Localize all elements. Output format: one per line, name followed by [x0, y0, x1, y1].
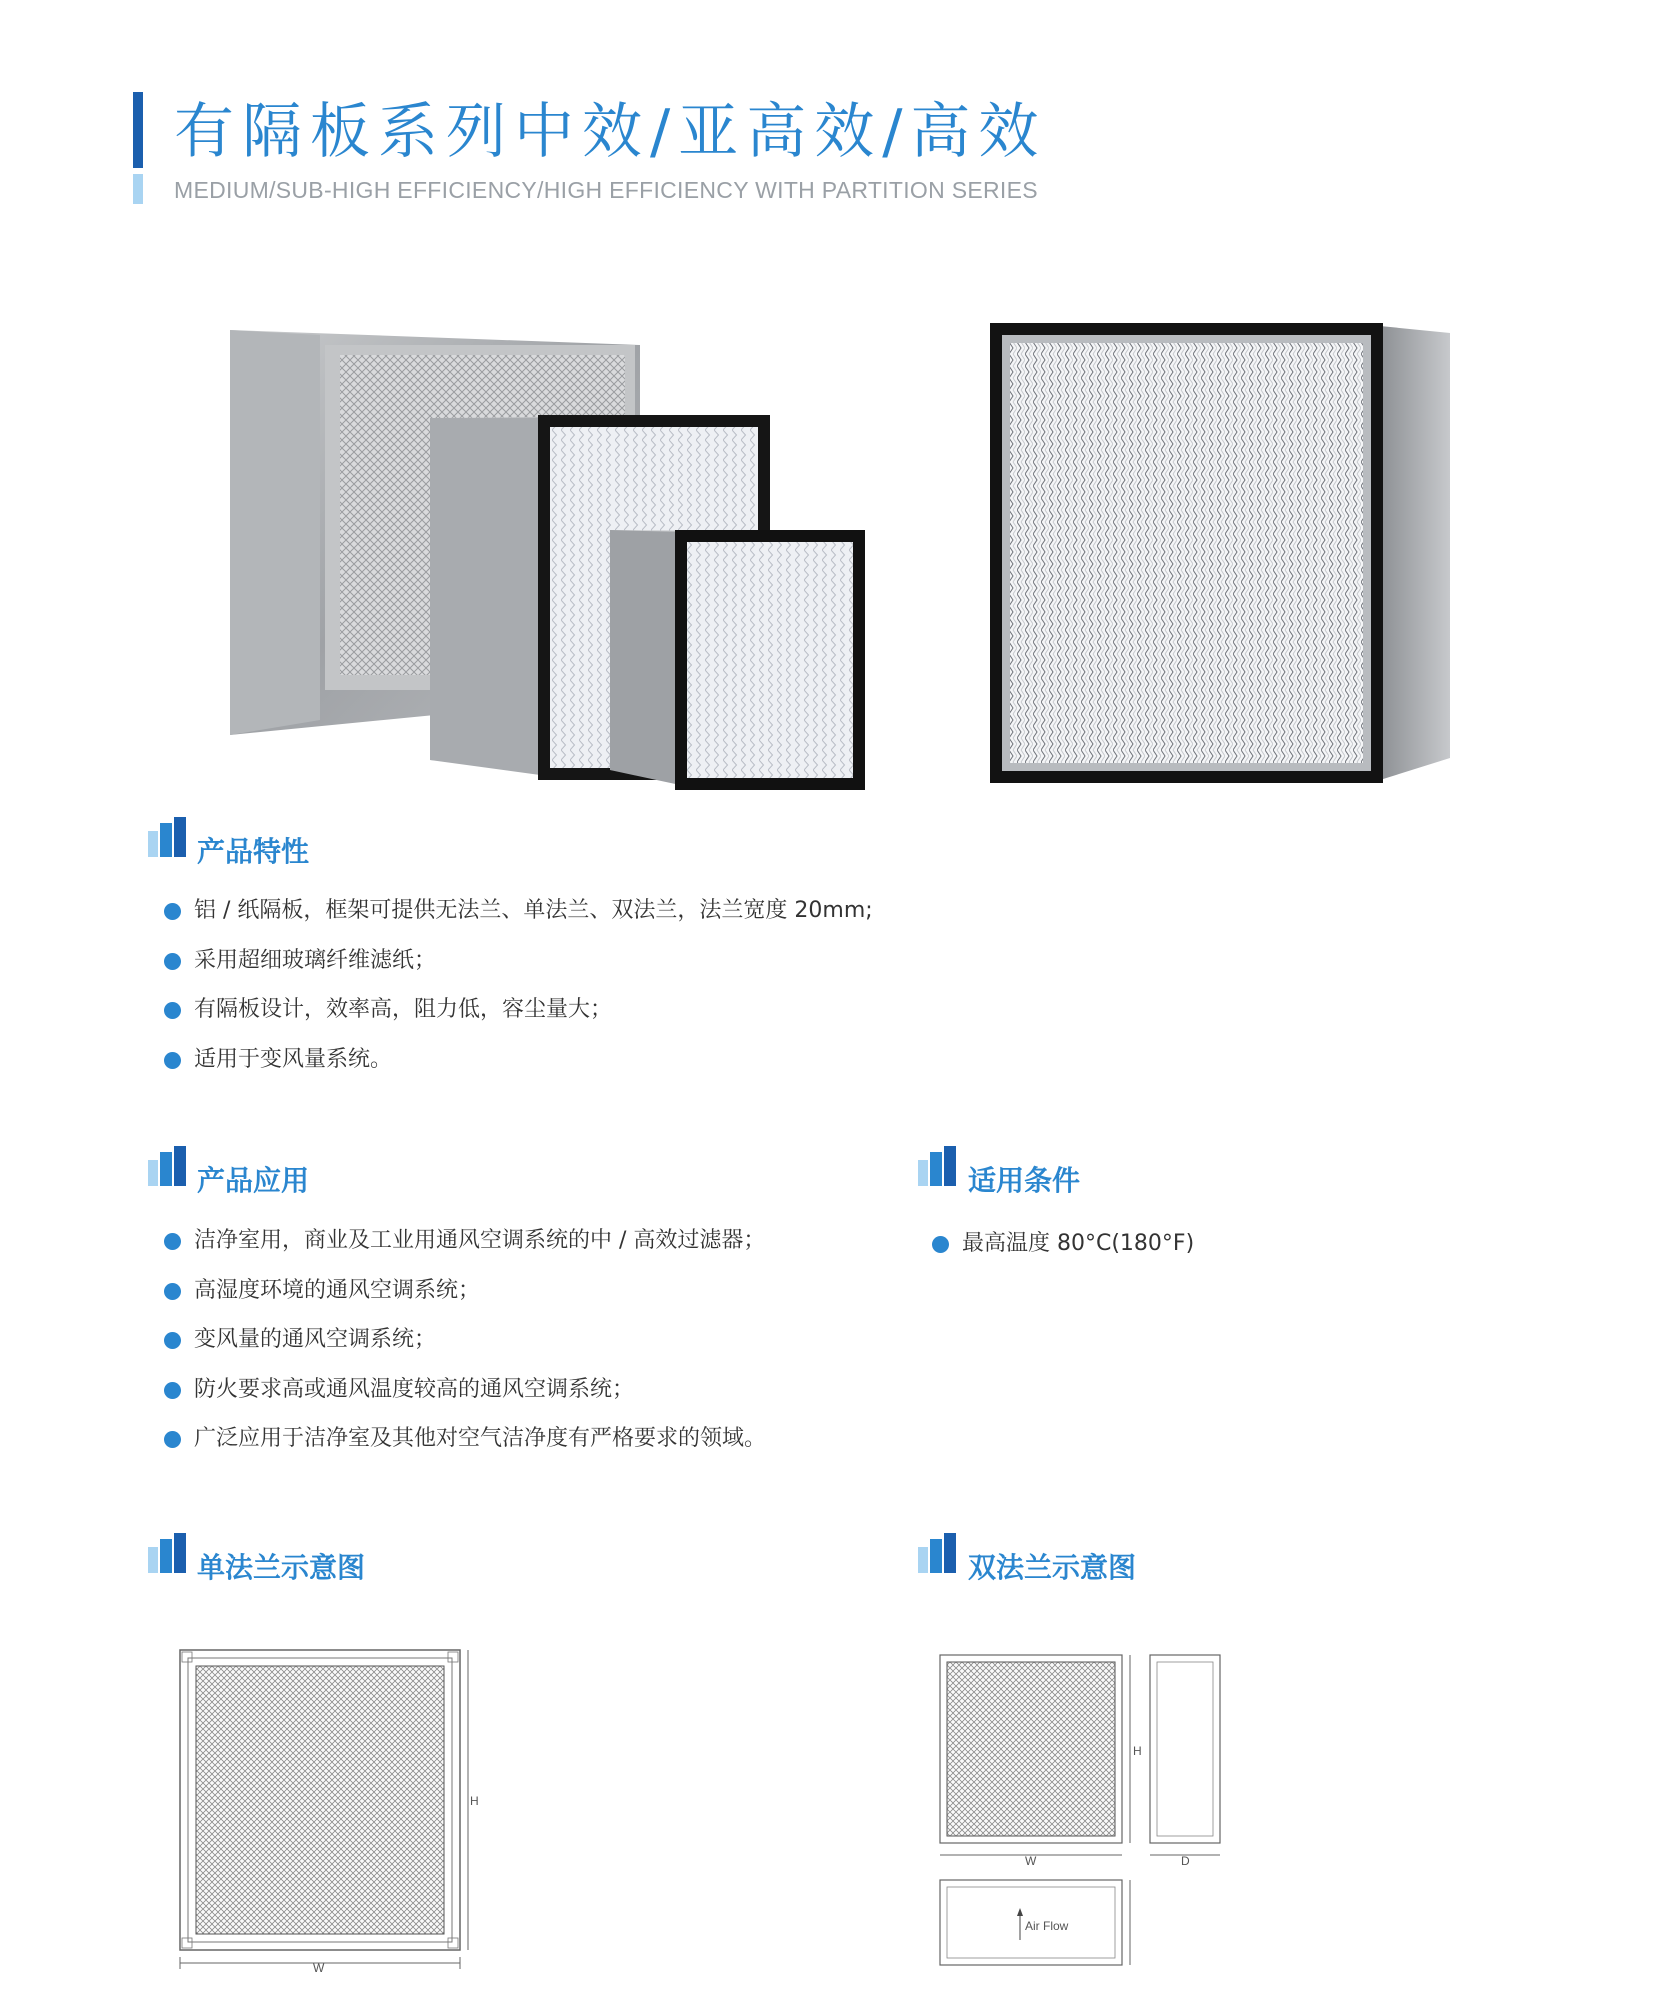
list-item: 洁净室用，商业及工业用通风空调系统的中 / 高效过滤器；	[164, 1226, 766, 1276]
dot-icon	[164, 953, 181, 970]
dot-icon	[164, 1283, 181, 1300]
dot-icon	[164, 1332, 181, 1349]
dimension-depth-label: D	[1181, 1854, 1190, 1868]
bar-chart-icon	[918, 1533, 956, 1573]
dimension-height-label: H	[470, 1794, 479, 1808]
page-title: 有隔板系列中效/亚高效/高效	[174, 97, 1047, 167]
dot-icon	[164, 1002, 181, 1019]
dot-icon	[164, 1382, 181, 1399]
list-item: 高湿度环境的通风空调系统；	[164, 1276, 766, 1326]
list-item: 适用于变风量系统。	[164, 1045, 873, 1095]
dot-icon	[164, 903, 181, 920]
title-accent-bar	[133, 92, 143, 168]
list-item: 变风量的通风空调系统；	[164, 1325, 766, 1375]
arrow-up-icon	[1017, 1908, 1023, 1916]
list-item: 防火要求高或通风温度较高的通风空调系统；	[164, 1375, 766, 1425]
title-accent-bar-light	[133, 174, 143, 204]
double-flange-diagram	[935, 1650, 1235, 1975]
dot-icon	[164, 1233, 181, 1250]
dimension-height-label: H	[1133, 1744, 1142, 1758]
bar-chart-icon	[148, 1533, 186, 1573]
airflow-label: Air Flow	[1025, 1919, 1069, 1933]
list-item: 有隔板设计，效率高，阻力低，容尘量大；	[164, 995, 873, 1045]
list-item: 采用超细玻璃纤维滤纸；	[164, 946, 873, 996]
conditions-list	[932, 1229, 1194, 1279]
bar-chart-icon	[918, 1146, 956, 1186]
dot-icon	[164, 1431, 181, 1448]
features-list	[164, 896, 873, 1094]
section-title-applications: 产品应用	[197, 1164, 310, 1197]
list-item: 广泛应用于洁净室及其他对空气洁净度有严格要求的领域。	[164, 1424, 766, 1474]
section-title-features: 产品特性	[197, 835, 310, 868]
applications-list	[164, 1226, 766, 1474]
product-image-hepa-filter	[985, 318, 1455, 788]
single-flange-diagram	[170, 1645, 479, 1975]
section-title-conditions: 适用条件	[968, 1164, 1081, 1197]
bar-chart-icon	[148, 1146, 186, 1186]
product-image-filters-group	[210, 320, 880, 800]
section-title-double-flange: 双法兰示意图	[968, 1551, 1137, 1584]
dot-icon	[164, 1052, 181, 1069]
dimension-width-label: W	[313, 1961, 325, 1975]
dot-icon	[932, 1236, 949, 1253]
list-item: 最高温度 80°C(180°F)	[932, 1229, 1194, 1279]
bar-chart-icon	[148, 817, 186, 857]
dimension-width-label: W	[1025, 1854, 1037, 1868]
section-title-single-flange: 单法兰示意图	[197, 1551, 366, 1584]
list-item: 铝 / 纸隔板，框架可提供无法兰、单法兰、双法兰，法兰宽度 20mm;	[164, 896, 873, 946]
page-subtitle: MEDIUM/SUB-HIGH EFFICIENCY/HIGH EFFICIENCY WITH PARTITION SERIES	[174, 177, 1038, 203]
